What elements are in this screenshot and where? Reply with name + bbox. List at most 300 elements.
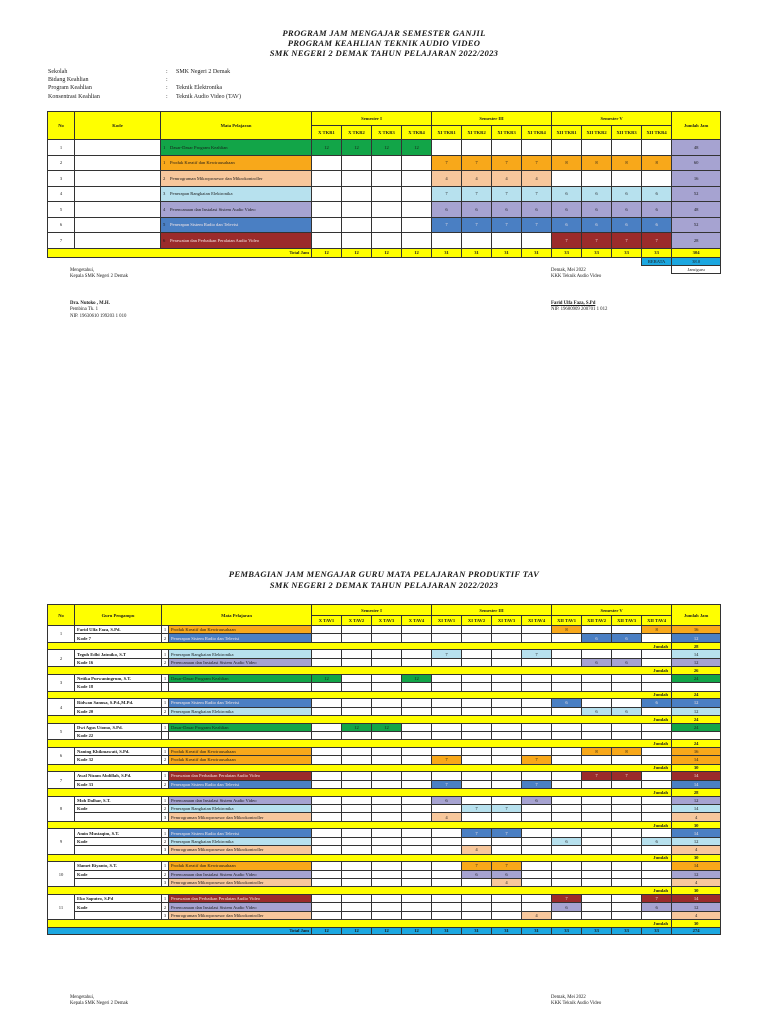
teacher-name: Ridwan Sanusa, S.Pd.,M.Pd. bbox=[75, 699, 162, 707]
blank-cell bbox=[582, 683, 612, 691]
blank-cell bbox=[162, 683, 169, 691]
hours-cell bbox=[342, 805, 372, 813]
hours-cell: 12 bbox=[342, 723, 372, 731]
hours-cell bbox=[342, 217, 372, 233]
hours-cell bbox=[432, 674, 462, 682]
hours-cell bbox=[372, 903, 402, 911]
hours-cell bbox=[402, 658, 432, 666]
rerata-unit: Jam/guru bbox=[672, 265, 721, 273]
row-total: 14 bbox=[672, 772, 721, 780]
hours-cell bbox=[612, 650, 642, 658]
header-semester-1: Semester I bbox=[312, 112, 432, 126]
jumlah-row bbox=[48, 715, 721, 723]
hours-cell bbox=[402, 233, 432, 249]
blank-cell bbox=[169, 731, 312, 739]
hours-cell bbox=[312, 862, 342, 870]
jumlah-label: Jumlah bbox=[48, 821, 672, 829]
blank-cell bbox=[522, 731, 552, 739]
teacher-row bbox=[48, 870, 721, 878]
hours-cell: 6 bbox=[642, 699, 672, 707]
teacher-row bbox=[48, 699, 721, 707]
teacher-number: 2 bbox=[48, 650, 75, 667]
hours-cell: 12 bbox=[372, 723, 402, 731]
row-kode bbox=[75, 171, 161, 187]
hours-cell bbox=[552, 171, 582, 187]
hours-cell bbox=[402, 650, 432, 658]
hours-cell bbox=[582, 846, 612, 854]
row-total: 14 bbox=[672, 894, 721, 902]
teacher-row bbox=[48, 829, 721, 837]
hours-cell bbox=[522, 805, 552, 813]
class-header: XI TKR1 bbox=[432, 126, 462, 140]
hours-cell bbox=[432, 634, 462, 642]
hours-cell bbox=[642, 911, 672, 919]
hours-cell bbox=[492, 658, 522, 666]
hours-cell: 6 bbox=[582, 186, 612, 202]
subject-cell: Perawatan dan Perbaikan Peralatan Audio Video bbox=[169, 894, 312, 902]
hours-cell bbox=[402, 829, 432, 837]
hours-cell bbox=[492, 894, 522, 902]
table-row bbox=[48, 155, 721, 171]
hours-cell bbox=[342, 903, 372, 911]
subject-cell: Pemrograman Mikroprosesor dan Mikrokontroller bbox=[169, 846, 312, 854]
class-header: XI TKR3 bbox=[492, 126, 522, 140]
teacher-name: Slamet Riyanto, S.T. bbox=[75, 862, 162, 870]
subject-number: 2 bbox=[162, 780, 169, 788]
jumlah-row bbox=[48, 764, 721, 772]
hours-cell bbox=[402, 756, 432, 764]
jumlah-label: Jumlah bbox=[48, 789, 672, 797]
subject-cell: Produk Kreatif dan Kewirausahaan bbox=[169, 862, 312, 870]
rerata-label: RERATA bbox=[642, 257, 672, 265]
hours-cell bbox=[642, 658, 672, 666]
hours-cell bbox=[342, 772, 372, 780]
hours-cell: 4 bbox=[432, 171, 462, 187]
hours-cell bbox=[642, 140, 672, 156]
hours-cell bbox=[342, 699, 372, 707]
class-header: XII TKR2 bbox=[582, 126, 612, 140]
header-semester-3: Semester III bbox=[432, 605, 552, 616]
hours-cell bbox=[372, 626, 402, 634]
hours-cell: 6 bbox=[612, 202, 642, 218]
hours-cell bbox=[312, 837, 342, 845]
hours-cell bbox=[642, 756, 672, 764]
row-total: 52 bbox=[672, 186, 721, 202]
hours-cell bbox=[342, 862, 372, 870]
hours-cell bbox=[522, 674, 552, 682]
hours-cell bbox=[492, 674, 522, 682]
hours-cell: 7 bbox=[462, 155, 492, 171]
hours-cell bbox=[612, 911, 642, 919]
hours-cell bbox=[522, 723, 552, 731]
hours-cell bbox=[582, 796, 612, 804]
subject-cell: Produk Kreatif dan Kewirausahaan bbox=[169, 747, 312, 755]
hours-cell bbox=[372, 813, 402, 821]
row-kode bbox=[75, 186, 161, 202]
hours-cell: 12 bbox=[342, 140, 372, 156]
class-header: X TAV4 bbox=[402, 616, 432, 626]
hours-cell bbox=[402, 723, 432, 731]
row-total: 14 bbox=[672, 862, 721, 870]
hours-cell: 8 bbox=[642, 626, 672, 634]
teacher-row bbox=[48, 634, 721, 642]
jumlah-value: 30 bbox=[672, 887, 721, 895]
hours-cell bbox=[582, 903, 612, 911]
hours-cell bbox=[372, 658, 402, 666]
teacher-number: 1 bbox=[48, 626, 75, 643]
blank-cell bbox=[342, 683, 372, 691]
row-total: 16 bbox=[672, 171, 721, 187]
hours-cell bbox=[432, 837, 462, 845]
hours-cell bbox=[522, 870, 552, 878]
subject-cell: Penerapan Sistem Radio dan Televisi bbox=[169, 829, 312, 837]
hours-cell bbox=[342, 846, 372, 854]
hours-cell bbox=[642, 780, 672, 788]
row-total: 12 bbox=[672, 796, 721, 804]
hours-cell bbox=[402, 837, 432, 845]
hours-cell bbox=[582, 813, 612, 821]
hours-cell bbox=[402, 911, 432, 919]
hours-cell: 6 bbox=[582, 707, 612, 715]
hours-cell bbox=[462, 903, 492, 911]
subject-number: 1 bbox=[162, 723, 169, 731]
hours-cell bbox=[582, 626, 612, 634]
hours-cell bbox=[312, 723, 342, 731]
hours-cell: 6 bbox=[612, 186, 642, 202]
class-header: XII TAV1 bbox=[552, 616, 582, 626]
header-jumlah-jam: Jumlah Jam bbox=[672, 605, 721, 626]
blank-cell bbox=[492, 731, 522, 739]
doc2-teacher-table bbox=[47, 604, 721, 935]
hours-cell bbox=[342, 155, 372, 171]
jumlah-label: Jumlah bbox=[48, 740, 672, 748]
hours-cell bbox=[612, 674, 642, 682]
hours-cell bbox=[492, 634, 522, 642]
table-row bbox=[48, 171, 721, 187]
subject-number: 3 bbox=[162, 911, 169, 919]
hours-cell bbox=[612, 723, 642, 731]
subject-cell: 3 Penerapan Rangkaian Elektronika bbox=[161, 186, 312, 202]
hours-cell bbox=[312, 878, 342, 886]
hours-cell bbox=[552, 650, 582, 658]
jumlah-value: 30 bbox=[672, 854, 721, 862]
hours-cell bbox=[342, 650, 372, 658]
row-total: 12 bbox=[672, 699, 721, 707]
hours-cell bbox=[552, 862, 582, 870]
subject-number: 3 bbox=[162, 813, 169, 821]
hours-cell bbox=[582, 674, 612, 682]
subject-number: 3 bbox=[162, 846, 169, 854]
hours-cell: 4 bbox=[462, 171, 492, 187]
blank-cell bbox=[169, 683, 312, 691]
hours-cell bbox=[372, 756, 402, 764]
hours-cell: 7 bbox=[552, 233, 582, 249]
hours-cell bbox=[372, 878, 402, 886]
row-total: 4 bbox=[672, 846, 721, 854]
hours-cell bbox=[492, 796, 522, 804]
hours-cell bbox=[522, 862, 552, 870]
row-total: 14 bbox=[672, 780, 721, 788]
header-guru-pengampu: Guru Pengampu bbox=[75, 605, 162, 626]
hours-cell bbox=[372, 202, 402, 218]
teacher-row bbox=[48, 707, 721, 715]
hours-cell bbox=[312, 870, 342, 878]
hours-cell bbox=[522, 634, 552, 642]
hours-cell bbox=[312, 813, 342, 821]
doc2-left-signature: Mengetahui, Kepala SMK Negeri 2 Demak bbox=[70, 995, 129, 1007]
hours-cell: 4 bbox=[522, 171, 552, 187]
jumlah-row bbox=[48, 920, 721, 928]
row-total: 4 bbox=[672, 911, 721, 919]
hours-cell bbox=[462, 674, 492, 682]
row-total: 12 bbox=[672, 634, 721, 642]
hours-cell bbox=[552, 707, 582, 715]
class-header: XII TKR4 bbox=[642, 126, 672, 140]
hours-cell bbox=[642, 674, 672, 682]
hours-cell: 6 bbox=[612, 707, 642, 715]
hours-cell bbox=[462, 140, 492, 156]
hours-cell bbox=[582, 862, 612, 870]
hours-cell bbox=[642, 796, 672, 804]
hours-cell bbox=[552, 634, 582, 642]
class-header: X TKR2 bbox=[342, 126, 372, 140]
grand-total: 274 bbox=[672, 927, 721, 935]
doc1-title-line-2: PROGRAM KEAHLIAN TEKNIK AUDIO VIDEO bbox=[287, 38, 481, 48]
doc1-right-signature: Demak, Mei 2022 KKK Teknik Audio Video Farid Ulfa Faza, S.Pd NIP. 19680909 200701 1 012 bbox=[551, 268, 608, 313]
jumlah-label: Jumlah bbox=[48, 691, 672, 699]
hours-cell bbox=[582, 878, 612, 886]
rerata-value: 38.0 bbox=[672, 257, 721, 265]
subject-number: 2 bbox=[162, 837, 169, 845]
teacher-row bbox=[48, 903, 721, 911]
class-header: X TKR4 bbox=[402, 126, 432, 140]
hours-cell bbox=[492, 813, 522, 821]
blank-cell bbox=[612, 683, 642, 691]
teacher-row bbox=[48, 731, 721, 739]
hours-cell: 8 bbox=[582, 155, 612, 171]
teacher-name: Amin Mustaqim, S.T. bbox=[75, 829, 162, 837]
row-number: 1 bbox=[48, 140, 75, 156]
hours-cell bbox=[492, 911, 522, 919]
hours-cell bbox=[342, 780, 372, 788]
teacher-row bbox=[48, 772, 721, 780]
subject-cell: Pemrograman Mikroprosesor dan Mikrokontroller bbox=[169, 878, 312, 886]
hours-cell: 6 bbox=[582, 658, 612, 666]
blank-cell bbox=[552, 683, 582, 691]
hours-cell bbox=[312, 796, 342, 804]
hours-cell bbox=[642, 870, 672, 878]
row-kode bbox=[75, 233, 161, 249]
hours-cell: 6 bbox=[432, 796, 462, 804]
total-hours-cell: 12 bbox=[402, 248, 432, 257]
hours-cell: 7 bbox=[582, 233, 612, 249]
hours-cell: 6 bbox=[522, 796, 552, 804]
jumlah-row bbox=[48, 740, 721, 748]
header-row bbox=[48, 605, 721, 616]
hours-cell bbox=[552, 747, 582, 755]
hours-cell: 7 bbox=[552, 894, 582, 902]
hours-cell bbox=[492, 772, 522, 780]
hours-cell bbox=[462, 699, 492, 707]
jumlah-value: 30 bbox=[672, 920, 721, 928]
jumlah-label: Jumlah bbox=[48, 715, 672, 723]
hours-cell bbox=[372, 674, 402, 682]
subject-cell: Penerapan Rangkaian Elektronika bbox=[169, 837, 312, 845]
hours-cell: 6 bbox=[552, 202, 582, 218]
hours-cell bbox=[552, 911, 582, 919]
hours-cell bbox=[462, 233, 492, 249]
hours-cell bbox=[312, 707, 342, 715]
hours-cell bbox=[642, 829, 672, 837]
teacher-name: Teguh Edhi Jatmiko, S.T bbox=[75, 650, 162, 658]
hours-cell: 6 bbox=[552, 186, 582, 202]
hours-cell: 7 bbox=[492, 155, 522, 171]
hours-cell: 8 bbox=[552, 155, 582, 171]
total-hours-cell: 31 bbox=[492, 927, 522, 935]
blank-cell bbox=[312, 731, 342, 739]
teacher-row bbox=[48, 683, 721, 691]
teacher-row bbox=[48, 658, 721, 666]
hours-cell bbox=[612, 862, 642, 870]
hours-cell bbox=[342, 894, 372, 902]
hours-cell bbox=[432, 870, 462, 878]
table-row bbox=[48, 202, 721, 218]
total-hours-cell: 31 bbox=[522, 248, 552, 257]
subject-cell: Perawatan dan Perbaikan Peralatan Audio Video bbox=[169, 772, 312, 780]
hours-cell bbox=[462, 634, 492, 642]
row-total: 12 bbox=[672, 870, 721, 878]
subject-number: 2 bbox=[162, 634, 169, 642]
hours-cell bbox=[462, 837, 492, 845]
hours-cell bbox=[582, 837, 612, 845]
hours-cell: 6 bbox=[642, 837, 672, 845]
teacher-kode: Kode 32 bbox=[75, 756, 162, 764]
hours-cell: 7 bbox=[432, 756, 462, 764]
subject-cell: 2 Pemrograman Mikroprosesor dan Mikrokontroller bbox=[161, 171, 312, 187]
total-hours-cell: 33 bbox=[552, 927, 582, 935]
blank-cell bbox=[75, 878, 162, 886]
hours-cell: 4 bbox=[432, 813, 462, 821]
hours-cell: 12 bbox=[402, 140, 432, 156]
jumlah-value: 24 bbox=[672, 740, 721, 748]
hours-cell bbox=[372, 155, 402, 171]
jumlah-row bbox=[48, 691, 721, 699]
doc2-title-line-2: SMK NEGERI 2 DEMAK TAHUN PELAJARAN 2022/2023 bbox=[269, 580, 499, 590]
hours-cell bbox=[402, 780, 432, 788]
class-header: X TAV2 bbox=[342, 616, 372, 626]
blank-cell bbox=[432, 683, 462, 691]
hours-cell bbox=[642, 813, 672, 821]
hours-cell: 6 bbox=[582, 202, 612, 218]
header-semester-5: Semester V bbox=[552, 605, 672, 616]
row-total: 4 bbox=[672, 878, 721, 886]
hours-cell bbox=[312, 747, 342, 755]
hours-cell bbox=[612, 756, 642, 764]
hours-cell bbox=[642, 772, 672, 780]
subject-cell: Perencanaan dan Instalasi Sistem Audio Video bbox=[169, 870, 312, 878]
info-row-program: Program Keahlian : Teknik Elektronika bbox=[48, 85, 223, 92]
row-total: 12 bbox=[672, 837, 721, 845]
hours-cell: 7 bbox=[612, 772, 642, 780]
hours-cell: 8 bbox=[552, 626, 582, 634]
teacher-kode: Kode bbox=[75, 837, 162, 845]
hours-cell bbox=[462, 756, 492, 764]
subject-number: 1 bbox=[162, 894, 169, 902]
blank-cell bbox=[402, 683, 432, 691]
hours-cell bbox=[492, 723, 522, 731]
hours-cell bbox=[582, 911, 612, 919]
hours-cell bbox=[462, 780, 492, 788]
blank-cell bbox=[312, 683, 342, 691]
hours-cell bbox=[462, 650, 492, 658]
hours-cell bbox=[312, 233, 342, 249]
row-total: 4 bbox=[672, 813, 721, 821]
teacher-name: Farid Ulfa Faza, S.Pd. bbox=[75, 626, 162, 634]
teacher-kode: Kode 7 bbox=[75, 634, 162, 642]
blank-cell bbox=[492, 683, 522, 691]
total-hours-cell: 12 bbox=[312, 927, 342, 935]
teacher-row bbox=[48, 894, 721, 902]
row-total: 52 bbox=[672, 217, 721, 233]
subject-number: 1 bbox=[162, 796, 169, 804]
hours-cell bbox=[312, 186, 342, 202]
hours-cell bbox=[612, 699, 642, 707]
hours-cell: 6 bbox=[552, 837, 582, 845]
blank-cell bbox=[75, 813, 162, 821]
hours-cell bbox=[372, 894, 402, 902]
teacher-name: Netika Purwaningrum, S.T. bbox=[75, 674, 162, 682]
hours-cell bbox=[432, 140, 462, 156]
subject-number: 1 bbox=[162, 747, 169, 755]
hours-cell bbox=[492, 650, 522, 658]
header-mata-pelajaran: Mata Pelajaran bbox=[162, 605, 312, 626]
hours-cell: 6 bbox=[642, 186, 672, 202]
blank-cell bbox=[372, 683, 402, 691]
blank-cell bbox=[402, 731, 432, 739]
hours-cell bbox=[342, 756, 372, 764]
header-jumlah-jam: Jumlah Jam bbox=[672, 112, 721, 140]
blank-cell bbox=[582, 731, 612, 739]
subject-number: 1 bbox=[162, 862, 169, 870]
hours-cell bbox=[342, 233, 372, 249]
hours-cell bbox=[372, 805, 402, 813]
hours-cell bbox=[432, 233, 462, 249]
rerata-row bbox=[48, 257, 721, 265]
blank-cell bbox=[462, 731, 492, 739]
hours-cell bbox=[402, 699, 432, 707]
hours-cell bbox=[312, 780, 342, 788]
teacher-row bbox=[48, 780, 721, 788]
hours-cell bbox=[432, 723, 462, 731]
row-number: 7 bbox=[48, 233, 75, 249]
hours-cell bbox=[372, 634, 402, 642]
teacher-kode: Kode 20 bbox=[75, 707, 162, 715]
teacher-number: 3 bbox=[48, 674, 75, 691]
subject-cell: Perencanaan dan Instalasi Sistem Audio Video bbox=[169, 903, 312, 911]
hours-cell bbox=[312, 155, 342, 171]
jumlah-value: 26 bbox=[672, 667, 721, 675]
row-total: 24 bbox=[672, 723, 721, 731]
hours-cell bbox=[402, 634, 432, 642]
hours-cell bbox=[312, 829, 342, 837]
hours-cell bbox=[642, 723, 672, 731]
teacher-row bbox=[48, 674, 721, 682]
hours-cell: 6 bbox=[432, 202, 462, 218]
teacher-row bbox=[48, 756, 721, 764]
hours-cell bbox=[312, 650, 342, 658]
hours-cell bbox=[642, 171, 672, 187]
hours-cell bbox=[462, 626, 492, 634]
